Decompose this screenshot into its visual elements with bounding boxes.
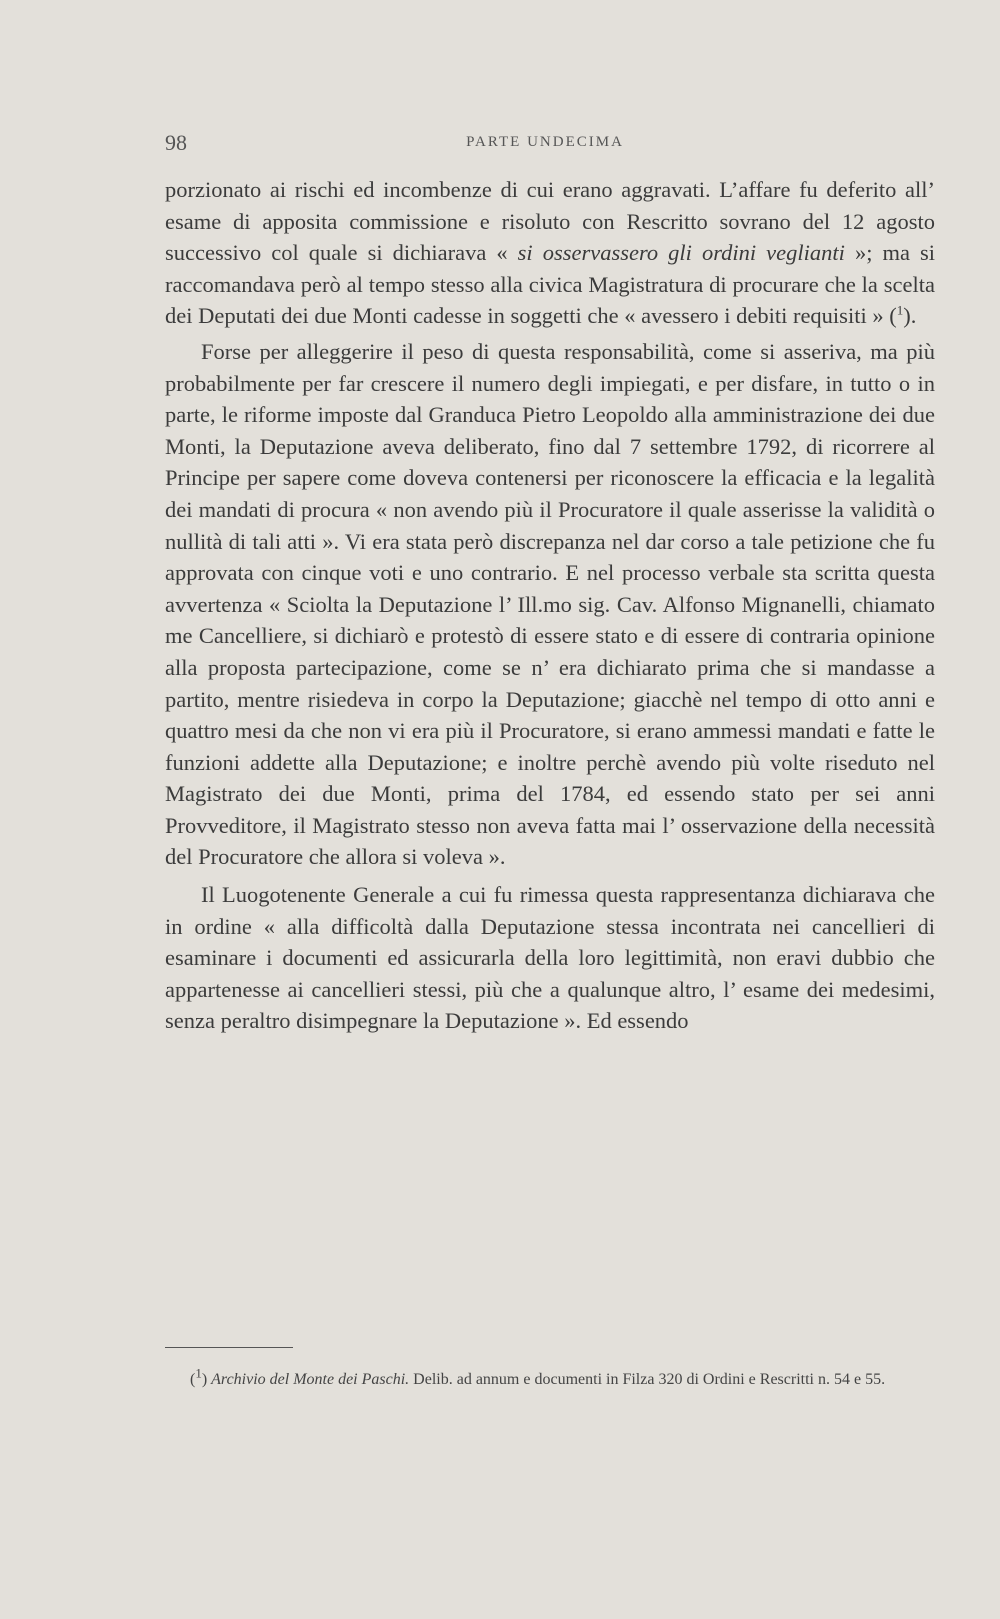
page-header: [165, 130, 925, 156]
paragraph-1-end: ).: [903, 303, 917, 329]
footnote-marker: 1: [195, 1365, 202, 1381]
paragraph-1-text: porzionato ai rischi ed incombenze di cui erano aggravati. L’affare fu deferito all’ esame di apposita commissione e risoluto con Rescritto sovrano del 12 agosto successivo col quale si dichiarava «: [165, 177, 935, 266]
paragraph-1: [165, 174, 935, 332]
page-number: 98: [165, 130, 187, 155]
paragraph-3: Il Luogotenente Generale a cui fu rimessa questa rappresentanza dichiarava che in ordine « alla difficoltà dalla Deputazione stessa incontrata nei cancellieri di esaminare i documenti ed assicurarla della loro legittimità, non eravi dubbio che appartenesse ai cancellieri stessi, più che a qualunque altro, l’ esame dei medesimi, senza peraltro disimpegnare la Deputazione ». Ed essendo: [165, 882, 935, 1034]
paragraph-1-text-continued: »; ma si raccomandava però al tempo stesso alla civica Magistratura di procurare che la scelta dei Deputati dei due Monti cadesse in soggetti che « avessero i debiti requisiti » (: [165, 240, 936, 329]
footnote: [154, 1365, 934, 1390]
footnote-source: Archivio del Monte dei Paschi.: [211, 1371, 410, 1388]
quoted-italic: si osservassero gli ordini veglianti: [517, 240, 845, 266]
paragraph-2: Forse per alleggerire il peso di questa responsabilità, come si asseriva, ma più probabilmente per far crescere il numero degli impiegati, e per disfare, in tutto o in parte, le riforme imposte dal Granduca Pietro Leopoldo alla amministrazione dei due Monti, la Deputazione aveva deliberato, fino dal 7 settembre 1792, di ricorrere al Principe per sapere come doveva contenersi per riconoscere la efficacia e la legalità dei mandati di procura « non avendo più il Procuratore il quale asserisse la validità o nullità di tali atti ». Vi era stata però discrepanza nel dar corso a tale petizione che fu approvata con cinque voti e uno contrario. E nel processo verbale sta scritta questa avvertenza « Sciolta la Deputazione l’ Ill.mo sig. Cav. Alfonso Mignanelli, chiamato me Cancelliere, si dichiarò e protestò di essere stato e di essere di contraria opinione alla proposta partecipazione, come se n’ era dichiarato prima che si mandasse a partito, mentre risiedeva in corpo la Deputazione; giacchè nel tempo di otto anni e quattro mesi da che non vi era più il Procuratore, si erano ammessi mandati e fatte le funzioni addette alla Deputazione; e inoltre perchè avendo più volte riseduto nel Magistrato dei due Monti, prima del 1784, ed essendo stato per sei anni Provveditore, il Magistrato stesso non aveva fatta mai l’ osservazione della necessità del Procuratore che allora si voleva ».: [165, 338, 935, 870]
footnote-body: Delib. ad annum e documenti in Filza 320 di Ordini e Rescritti n. 54 e 55.: [413, 1371, 886, 1388]
footnote-divider: [165, 1347, 293, 1348]
footnote-text: ($^1$) Archivio del Monte dei Paschi. Delib. ad annum e documenti in Filza 320 di Ordini e Rescritti n. 54 e 55.: [190, 1365, 886, 1388]
running-head: PARTE UNDECIMA: [466, 134, 624, 150]
body-text: [165, 174, 935, 1037]
footnote-reference: 1: [896, 302, 904, 318]
